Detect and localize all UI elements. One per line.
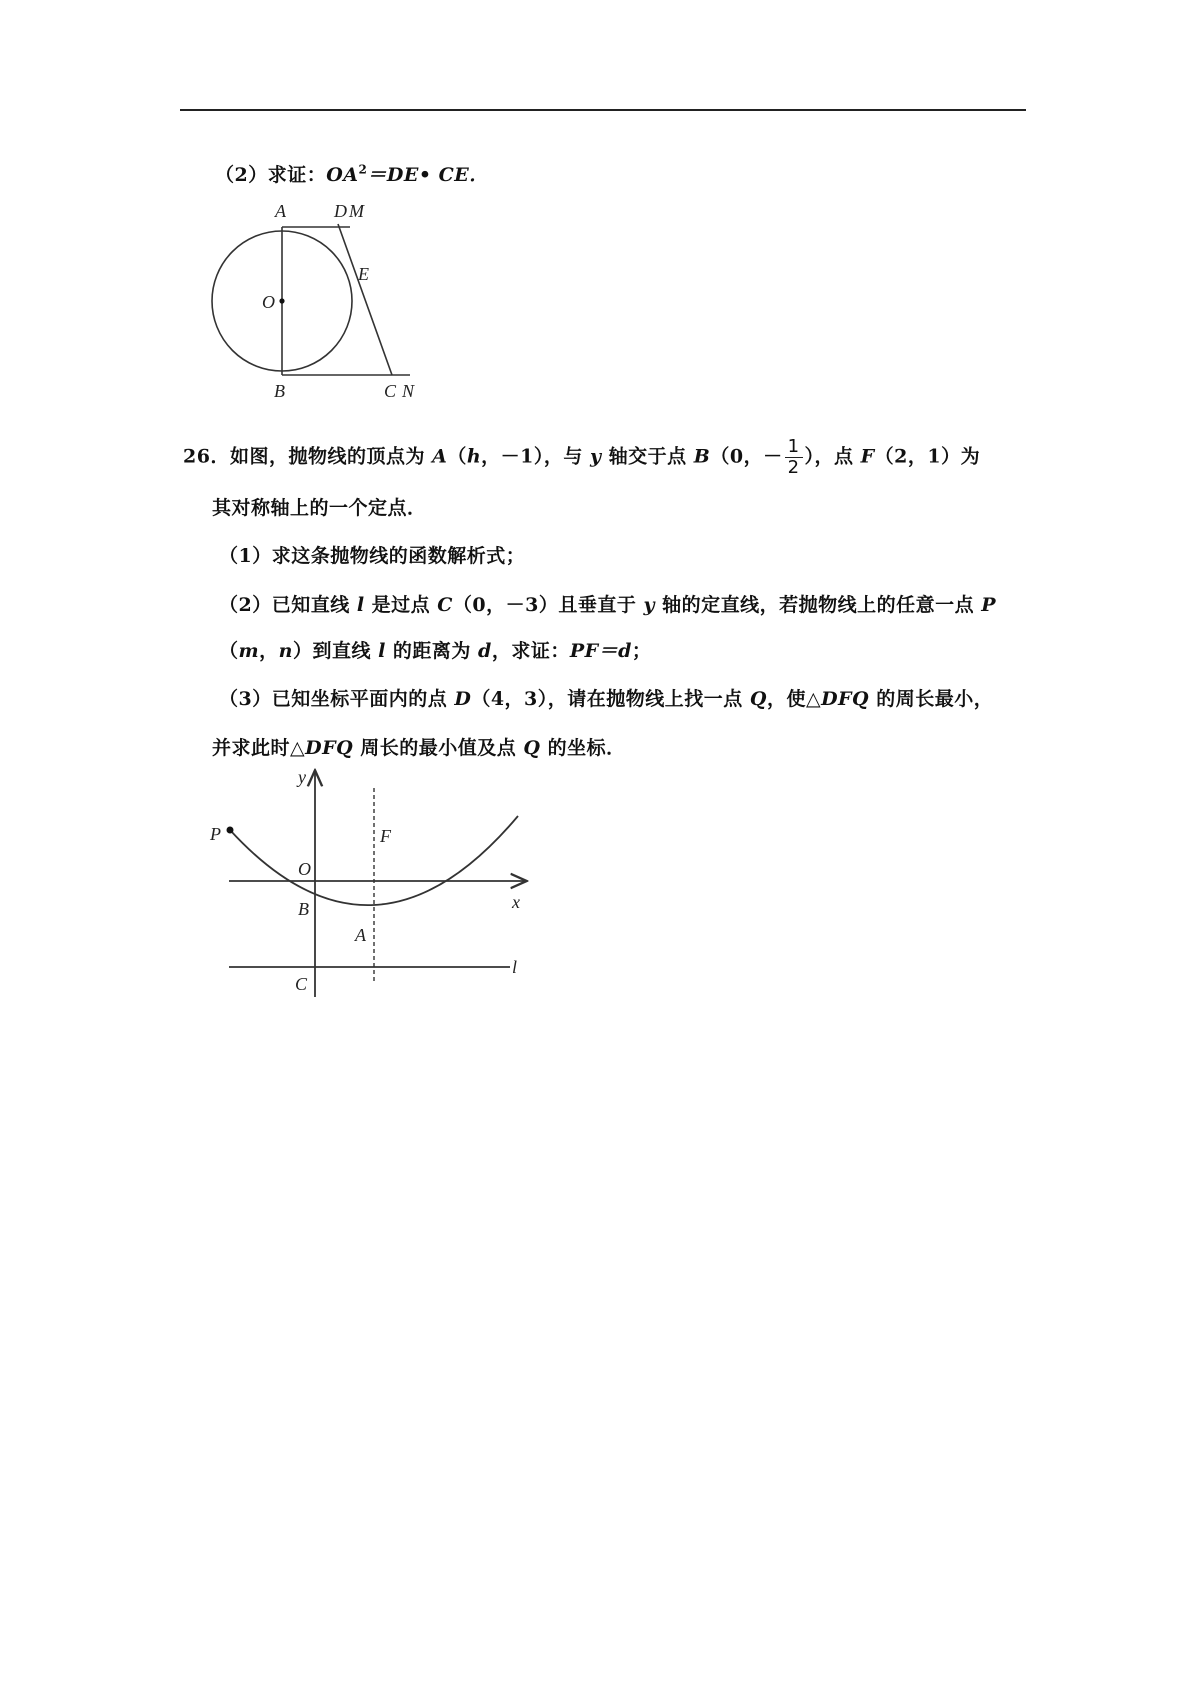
center-point-o	[279, 298, 284, 303]
q25-sup: 2	[358, 162, 368, 177]
label-p: P	[210, 824, 221, 844]
q25-part2-prefix: （2）求证：	[215, 164, 327, 186]
label-a: A	[275, 201, 286, 221]
label-n: N	[402, 381, 415, 401]
label-m: M	[349, 201, 364, 221]
point-p	[227, 827, 234, 834]
q26-part2-line1: （2）已知直线 l 是过点 C（0，－3）且垂直于 y 轴的定直线，若抛物线上的任意一点 P	[219, 594, 997, 616]
label-b: B	[298, 899, 309, 919]
q26-part2-line2: （m，n）到直线 l 的距离为 d，求证：PF＝d；	[219, 640, 652, 662]
label-o: O	[262, 292, 275, 312]
q26-part3-line1: （3）已知坐标平面内的点 D（4，3），请在抛物线上找一点 Q，使△DFQ 的周长最小，	[219, 688, 994, 710]
label-a: A	[355, 925, 366, 945]
q25-part2	[215, 160, 489, 187]
tangent-dc	[338, 224, 392, 375]
header-rule	[180, 109, 1026, 111]
circle-figure	[200, 200, 430, 405]
label-c: C	[384, 381, 397, 401]
label-y: y	[298, 767, 306, 787]
q26-part1: （1）求这条抛物线的函数解析式；	[219, 545, 526, 567]
q26-line1: 26．如图，抛物线的顶点为 A（h，－1），与 y 轴交于点 B（0，－ $\frac{1}{2}$ ），点 F（2，1）为	[183, 436, 981, 478]
label-x: x	[512, 892, 520, 912]
label-f: F	[380, 826, 391, 846]
label-o: O	[298, 859, 311, 879]
q26-line2: 其对称轴上的一个定点．	[212, 497, 427, 519]
label-e: E	[358, 264, 369, 284]
q25-oa: OA	[326, 164, 359, 186]
q26-part3-line2: 并求此时△DFQ 周长的最小值及点 Q 的坐标．	[212, 737, 626, 759]
label-b: B	[274, 381, 285, 401]
parabola-figure	[205, 765, 535, 1005]
label-c: C	[295, 974, 308, 994]
label-l: l	[512, 957, 518, 977]
fraction-one-half: $\frac{1}{2}$	[785, 437, 803, 478]
label-d: D	[334, 201, 347, 221]
q25-rest: ＝DE• CE．	[367, 164, 489, 186]
